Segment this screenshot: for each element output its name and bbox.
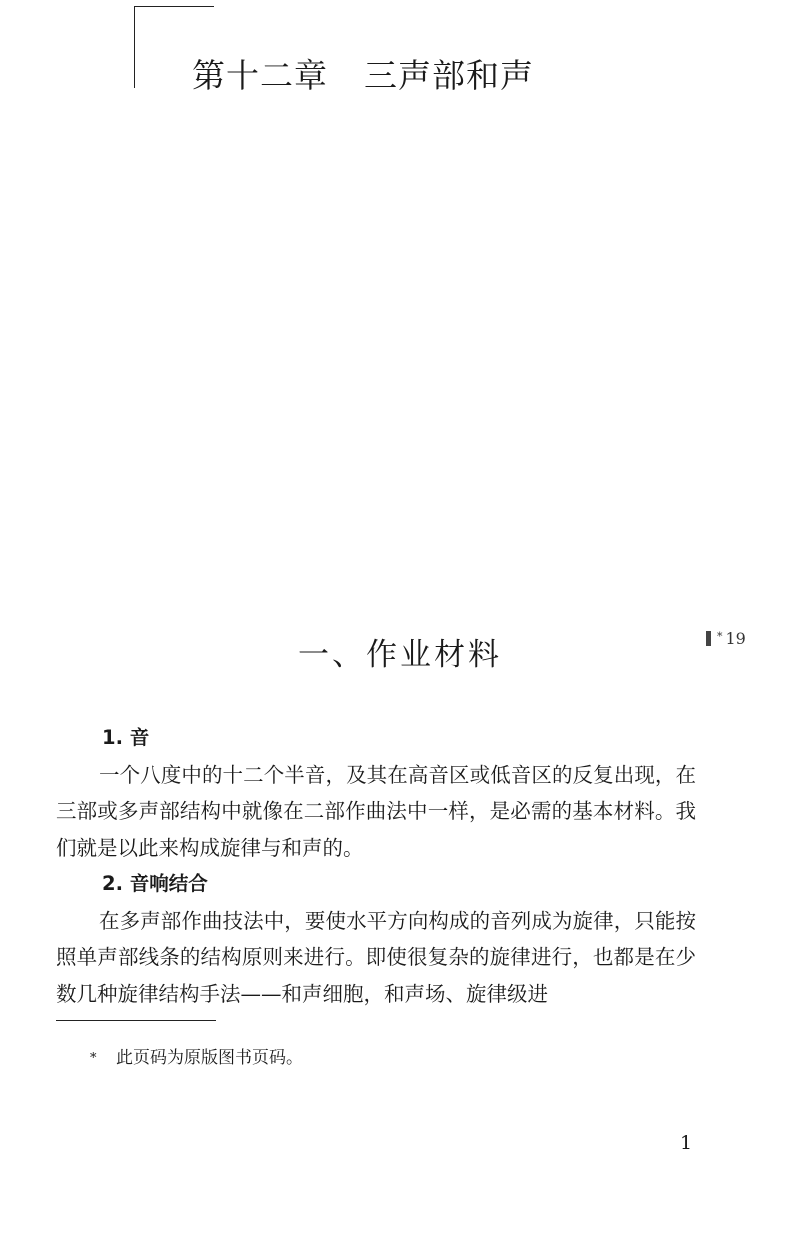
subsection-heading: 1. 音 — [102, 726, 150, 749]
paragraph: 在多声部作曲技法中，要使水平方向构成的音列成为旋律，只能按照单声部线条的结构原则来进行。即使很复杂的旋律进行，也都是在少数几种旋律结构手法——和声细胞，和声场、旋律级进 — [56, 908, 696, 1006]
body-text — [56, 720, 696, 1012]
footnote-mark: * — [90, 1051, 97, 1066]
chapter-corner-horizontal-rule — [134, 6, 214, 7]
chapter-corner-vertical-rule — [134, 6, 135, 88]
chapter-title-text: 三声部和声 — [364, 56, 534, 95]
page-number: 1 — [680, 1132, 693, 1154]
footnote-divider — [56, 1020, 216, 1021]
footnote-text: 此页码为原版图书页码。 — [116, 1048, 303, 1068]
chapter-number-label: 第十二章 — [192, 56, 328, 95]
paragraph: 一个八度中的十二个半音，及其在高音区或低音区的反复出现，在三部或多声部结构中就像在二部作曲法中一样，是必需的基本材料。我们就是以此来构成旋律与和声的。 — [56, 762, 696, 860]
section-heading: 一、作业材料 — [298, 637, 502, 673]
chapter-title — [192, 52, 534, 100]
footnote — [90, 1045, 303, 1072]
subsection-heading: 2. 音响结合 — [102, 872, 208, 895]
original-page-number: 19 — [725, 629, 746, 648]
marker-star: * — [717, 630, 723, 643]
